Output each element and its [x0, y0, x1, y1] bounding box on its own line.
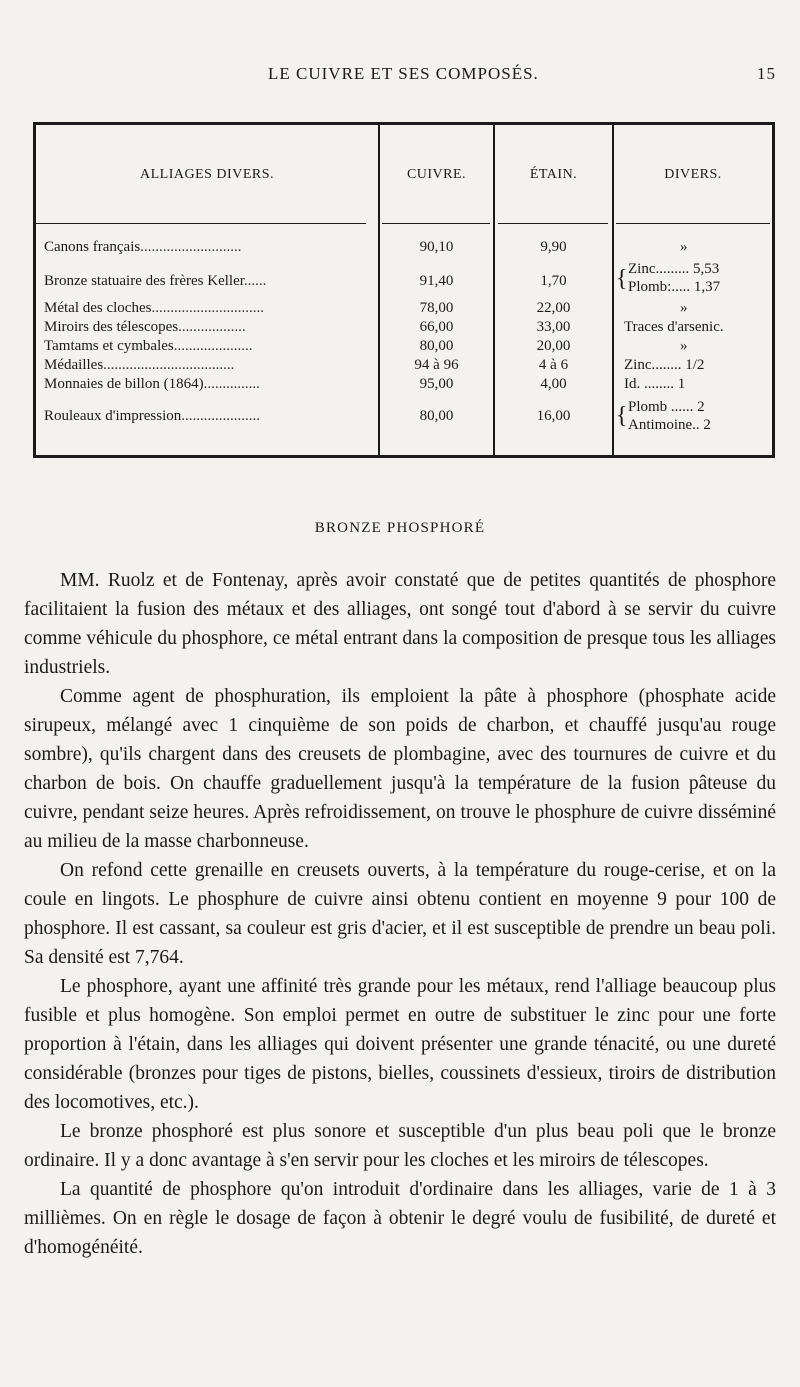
header-etain: ÉTAIN. [529, 167, 578, 182]
paragraph: La quantité de phosphore qu'on introduit d'ordinaire dans les alliages, varie de 1 à 3 millièmes. On en règle le dosage de façon à obtenir le degré voulu de fusibilité, de dureté et d'homogénéité. [24, 1179, 776, 1258]
table-cell-cuivre: 94 à 96 [414, 357, 459, 373]
brace-icon: { [616, 403, 628, 429]
table-cell-cuivre: 66,00 [419, 319, 454, 335]
table-cell-etain: 20,00 [536, 338, 571, 354]
paragraph: Le bronze phosphoré est plus sonore et susceptible d'un plus beau poli que le bronze ordinaire. Il y a donc avantage à s'en servir pour les cloches et les miroirs de télescopes. [24, 1121, 776, 1171]
table-row-name: Monnaies de billon (1864)............... [44, 376, 260, 392]
table-cell-etain: 1,70 [540, 273, 567, 289]
table-cell-cuivre: 80,00 [419, 408, 454, 424]
header-cuivre: CUIVRE. [406, 167, 467, 182]
header-divers: DIVERS. [664, 167, 722, 182]
table-cell-cuivre: 80,00 [419, 338, 454, 354]
table-row-name: Métal des cloches.............................. [44, 300, 264, 316]
section-title: BRONZE PHOSPHORÉ [314, 520, 486, 536]
header-rule [36, 223, 366, 224]
paragraph: MM. Ruolz et de Fontenay, après avoir constaté que de petites quantités de phosphore facilitaient la fusion des métaux et des alliages, ont songé tout d'abord à se servir du cuivre comme véhicule du phosphore, ce métal entrant dans la composition de presque tous les alliages industriels. [24, 570, 776, 678]
table-row-name: Bronze statuaire des frères Keller...... [44, 273, 267, 289]
table-cell-cuivre: 78,00 [419, 300, 454, 316]
table-cell-divers: » [680, 338, 688, 354]
alloys-table [33, 122, 775, 458]
running-head-title: LE CUIVRE ET SES COMPOSÉS. [268, 64, 539, 83]
table-cell-divers: » [680, 300, 688, 316]
paragraph: Le phosphore, ayant une affinité très grande pour les métaux, rend l'alliage beaucoup plus fusible et plus homogène. Son emploi permet en outre de substituer le zinc pour une forte proportion à l'étain, dans les alliages qui doivent présenter une grande ténacité, ou une dureté considérable (bronzes pour tiges de pistons, bielles, coussinets d'essieux, tiroirs de distribution des locomotives, etc.). [24, 976, 776, 1113]
header-rule [498, 223, 608, 224]
table-cell-etain: 4,00 [540, 376, 567, 392]
page-number: 15 [757, 64, 776, 83]
brace-icon: { [616, 266, 628, 292]
paragraph: Comme agent de phosphuration, ils emploient la pâte à phosphore (phosphate acide sirupeux, mélangé avec 1 cinquième de son poids de charbon, et chauffé jusqu'au rouge sombre), qu'ils chargent dans des creusets de plombagine, avec des tournures de cuivre et du charbon de bois. On chauffe graduellement jusqu'à la température de la fusion pâteuse du cuivre, pendant seize heures. Après refroidissement, on trouve le phosphure de cuivre disséminé au milieu de la masse charbonneuse. [24, 686, 776, 852]
body-text [24, 566, 776, 1262]
table-cell-divers: Antimoine.. 2 [628, 417, 711, 433]
table-cell-divers: Id. ........ 1 [624, 376, 686, 392]
table-cell-etain: 9,90 [540, 239, 567, 255]
table-cell-divers: Plomb ...... 2 [628, 399, 705, 415]
table-cell-divers: » [680, 239, 688, 255]
table-cell-cuivre: 90,10 [419, 239, 454, 255]
table-row-name: Tamtams et cymbales..................... [44, 338, 253, 354]
header-rule [382, 223, 490, 224]
table-cell-etain: 22,00 [536, 300, 571, 316]
table-row-name: Canons français........................... [44, 239, 242, 255]
table-cell-etain: 4 à 6 [538, 357, 569, 373]
table-row-name: Rouleaux d'impression..................... [44, 408, 261, 424]
table-cell-cuivre: 91,40 [419, 273, 454, 289]
paragraph: On refond cette grenaille en creusets ouverts, à la température du rouge-cerise, et on la coule en lingots. Le phosphure de cuivre ainsi obtenu contient en moyenne 9 pour 100 de phosphore. Il est cassant, sa couleur est gris d'acier, et il est susceptible de prendre un beau poli. Sa densité est 7,764. [24, 860, 776, 968]
table-row-name: Médailles................................... [44, 357, 235, 373]
running-head [0, 64, 800, 86]
table-cell-divers: Zinc......... 5,53 [628, 261, 720, 277]
table-cell-etain: 16,00 [536, 408, 571, 424]
table-cell-etain: 33,00 [536, 319, 571, 335]
table-cell-divers: Plomb:..... 1,37 [628, 279, 721, 295]
table-cell-divers: Zinc........ 1/2 [624, 357, 705, 373]
table-cell-cuivre: 95,00 [419, 376, 454, 392]
table-cell-divers: Traces d'arsenic. [624, 319, 724, 335]
header-rule [616, 223, 770, 224]
table-row-name: Miroirs des télescopes.................. [44, 319, 246, 335]
header-alliages: ALLIAGES DIVERS. [140, 167, 274, 182]
